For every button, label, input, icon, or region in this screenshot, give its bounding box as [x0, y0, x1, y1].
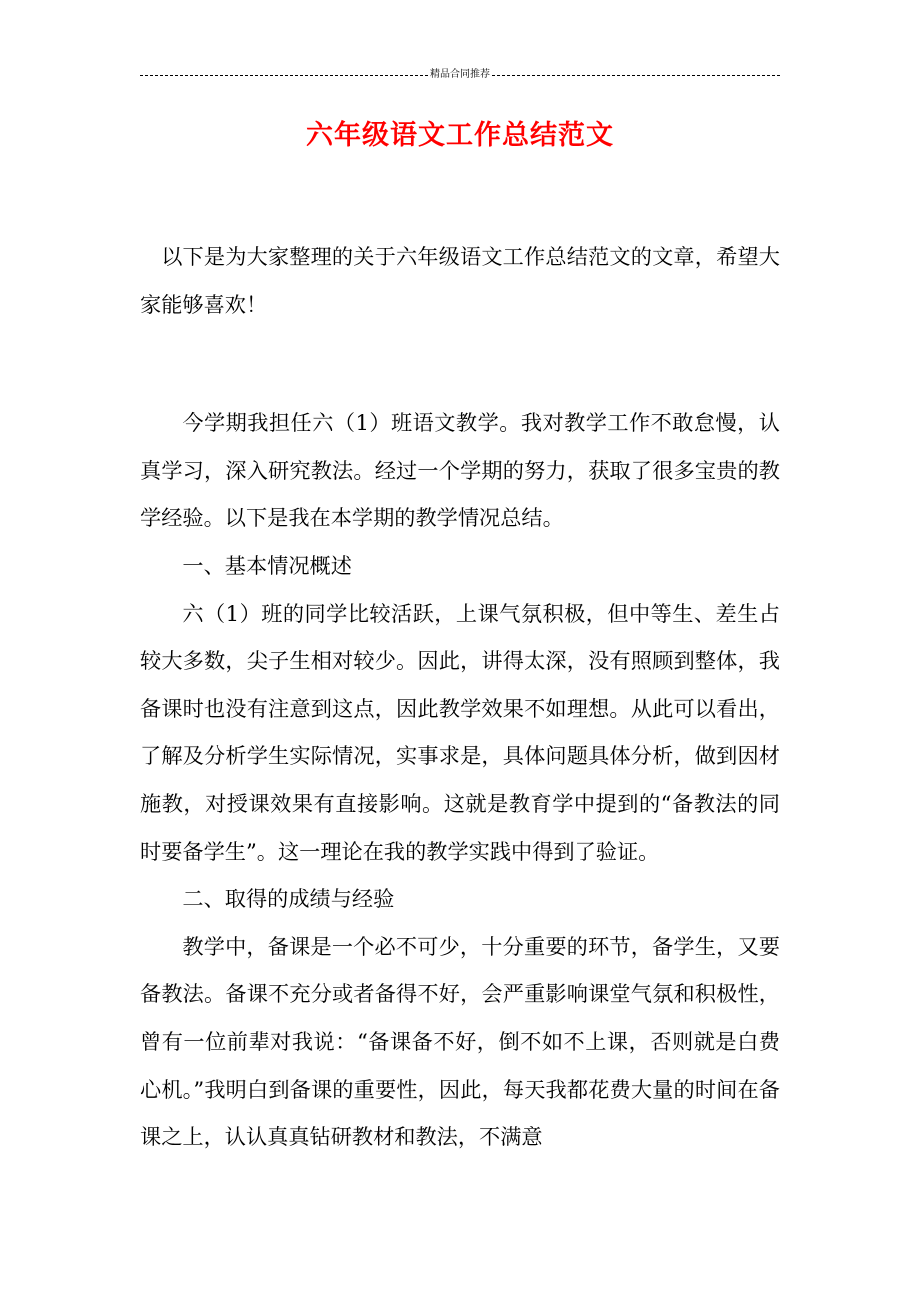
intro-paragraph: 以下是为大家整理的关于六年级语文工作总结范文的文章，希望大家能够喜欢！: [140, 244, 780, 317]
paragraph-basic: 六（1）班的同学比较活跃，上课气氛积极，但中等生、差生占较大多数，尖子生相对较少。因此，讲得太深，没有照顾到整体，我备课时也没有注意到这点，因此教学效果不如理想。从此可以看出，了解及分析学生实际情况，实事求是，具体问题具体分析，做到因材施教，对授课效果有直接影响。这就是教育学中提到的“备教法的同时要备学生”。这一理论在我的教学实践中得到了验证。: [140, 600, 780, 864]
header-dash-left: [140, 75, 428, 76]
document-body: [140, 233, 780, 1161]
section-heading-basic: 一、基本情况概述: [182, 552, 352, 578]
page-header: [140, 68, 780, 82]
paragraph-opening: 今学期我担任六（1）班语文教学。我对教学工作不敢怠慢，认真学习，深入研究教法。经过一个学期的努力，获取了很多宝贵的教学经验。以下是我在本学期的教学情况总结。: [140, 410, 780, 531]
header-dash-right: [492, 75, 780, 76]
section-heading-achievements: 二、取得的成绩与经验: [182, 886, 395, 912]
paragraph-achievements: 教学中，备课是一个必不可少，十分重要的环节，备学生，又要备教法。备课不充分或者备得不好，会严重影响课堂气氛和积极性，曾有一位前辈对我说：“备课备不好，倒不如不上课，否则就是白费心机。”我明白到备课的重要性，因此，每天我都花费大量的时间在备课之上，认认真真钻研教材和教法，不满意: [140, 933, 780, 1150]
paragraph-spacer: [140, 328, 780, 399]
header-label: 精品合同推荐: [430, 69, 490, 80]
document-title: 六年级语文工作总结范文: [306, 120, 614, 151]
